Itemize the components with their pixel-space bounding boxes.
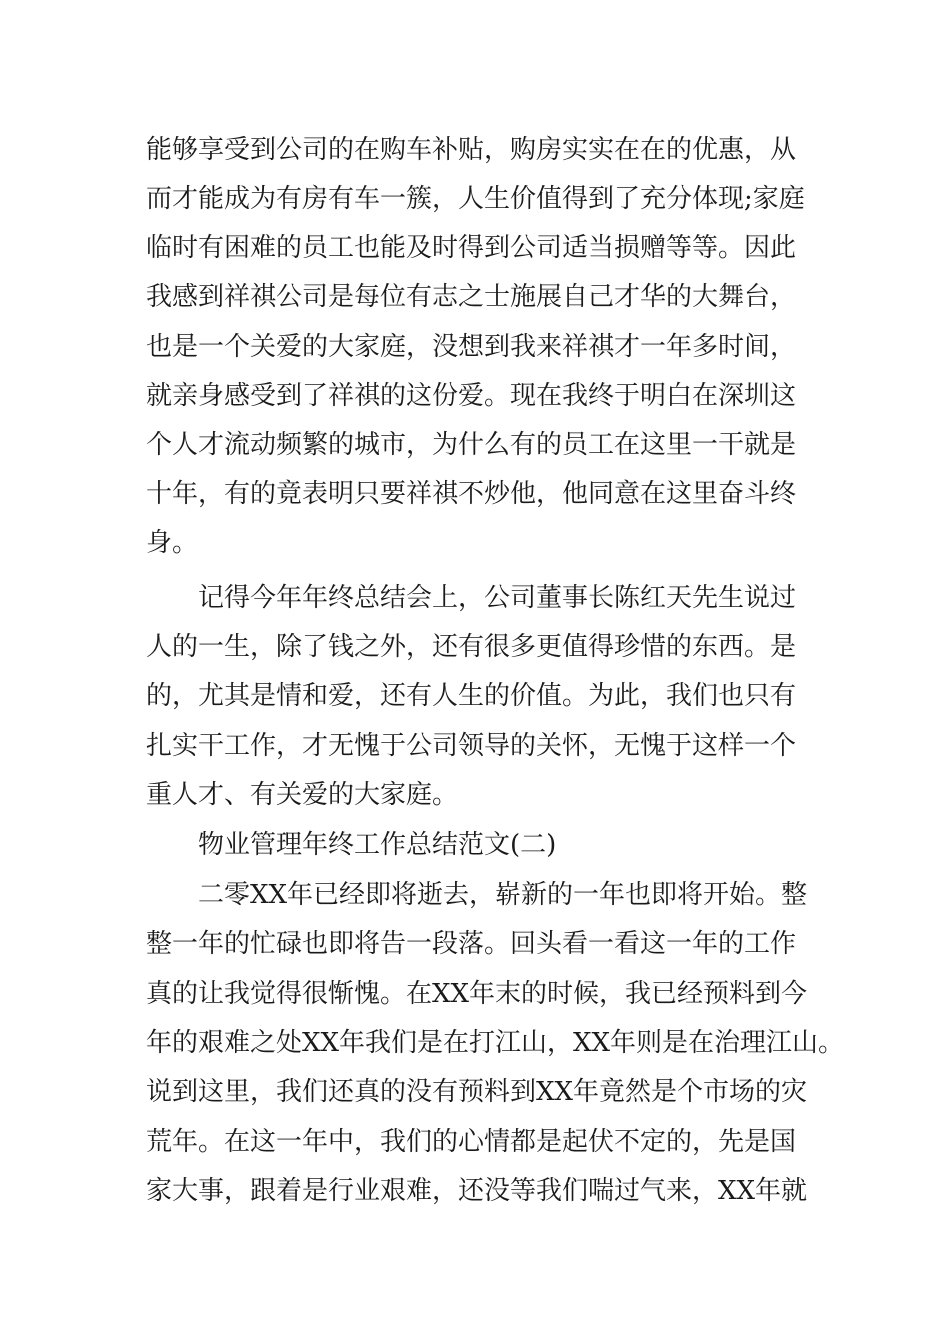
text-line: 的，尤其是情和爱，还有人生的价值。为此，我们也只有 bbox=[146, 681, 797, 711]
text-line: 也是一个关爱的大家庭，没想到我来祥祺才一年多时间， bbox=[146, 332, 797, 362]
text-line: 我感到祥祺公司是每位有志之士施展自己才华的大舞台， bbox=[146, 282, 797, 312]
text-line: 年的艰难之处XX年我们是在打江山，XX年则是在治理江山。 bbox=[146, 1028, 845, 1058]
text-line: 身。 bbox=[146, 528, 199, 558]
text-line: 十年，有的竟表明只要祥祺不炒他，他同意在这里奋斗终 bbox=[146, 479, 797, 509]
text-line: 扎实干工作，才无愧于公司领导的关怀，无愧于这样一个 bbox=[146, 731, 797, 761]
text-line: 记得今年年终总结会上，公司董事长陈红天先生说过 bbox=[198, 583, 797, 613]
text-line: 整一年的忙碌也即将告一段落。回头看一看这一年的工作 bbox=[146, 929, 797, 959]
text-line: 荒年。在这一年中，我们的心情都是起伏不定的，先是国 bbox=[146, 1127, 797, 1157]
section-title: 物业管理年终工作总结范文(二) bbox=[198, 830, 557, 860]
text-line: 二零XX年已经即将逝去，崭新的一年也即将开始。整 bbox=[198, 880, 808, 910]
text-line: 人的一生，除了钱之外，还有很多更值得珍惜的东西。是 bbox=[146, 632, 797, 662]
text-line: 而才能成为有房有车一簇，人生价值得到了充分体现;家庭 bbox=[146, 184, 805, 214]
text-line: 能够享受到公司的在购车补贴，购房实实在在的优惠，从 bbox=[146, 135, 797, 165]
text-line: 重人才、有关爱的大家庭。 bbox=[146, 780, 459, 810]
text-line: 家大事，跟着是行业艰难，还没等我们喘过气来，XX年就 bbox=[146, 1176, 808, 1206]
text-line: 临时有困难的员工也能及时得到公司适当损赠等等。因此 bbox=[146, 233, 797, 263]
text-line: 真的让我觉得很惭愧。在XX年末的时候，我已经预料到今 bbox=[146, 979, 808, 1009]
text-line: 说到这里，我们还真的没有预料到XX年竟然是个市场的灾 bbox=[146, 1077, 808, 1107]
text-line: 个人才流动频繁的城市，为什么有的员工在这里一干就是 bbox=[146, 430, 797, 460]
text-line: 就亲身感受到了祥祺的这份爱。现在我终于明白在深圳这 bbox=[146, 381, 797, 411]
